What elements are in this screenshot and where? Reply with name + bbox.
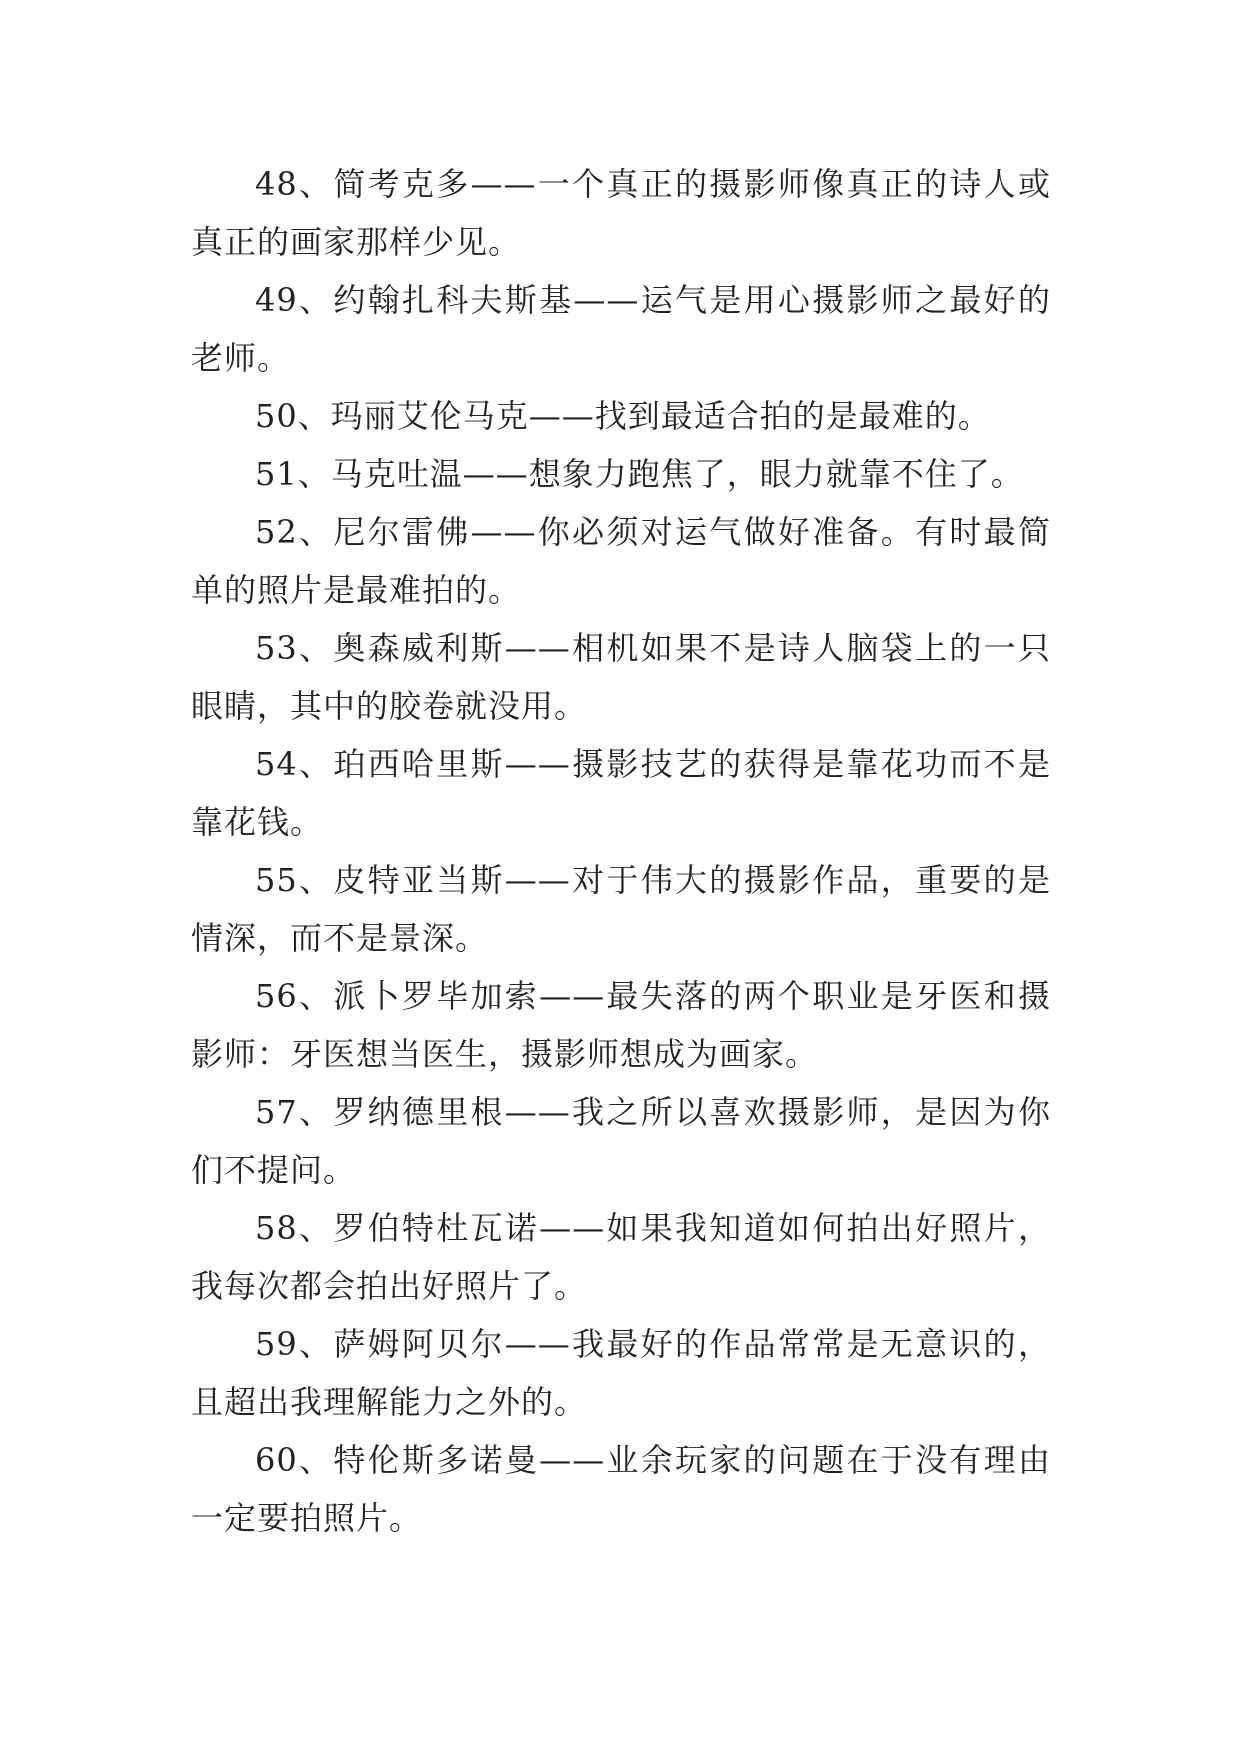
quote-paragraph-53: 53、奥森威利斯——相机如果不是诗人脑袋上的一只眼睛，其中的胶卷就没用。 — [191, 629, 1051, 725]
quote-paragraph-58: 58、罗伯特杜瓦诺——如果我知道如何拍出好照片，我每次都会拍出好照片了。 — [191, 1209, 1051, 1305]
quote-paragraph-49: 49、约翰扎科夫斯基——运气是用心摄影师之最好的老师。 — [191, 281, 1051, 377]
quote-paragraph-52: 52、尼尔雷佛——你必须对运气做好准备。有时最简单的照片是最难拍的。 — [191, 513, 1051, 609]
quote-list — [191, 155, 1051, 1547]
quote-paragraph-55: 55、皮特亚当斯——对于伟大的摄影作品，重要的是情深，而不是景深。 — [191, 861, 1051, 957]
quote-paragraph-60: 60、特伦斯多诺曼——业余玩家的问题在于没有理由一定要拍照片。 — [191, 1441, 1051, 1537]
quote-paragraph-48: 48、简考克多——一个真正的摄影师像真正的诗人或真正的画家那样少见。 — [191, 165, 1051, 261]
quote-paragraph-54: 54、珀西哈里斯——摄影技艺的获得是靠花功而不是靠花钱。 — [191, 745, 1051, 841]
quote-paragraph-59: 59、萨姆阿贝尔——我最好的作品常常是无意识的，且超出我理解能力之外的。 — [191, 1325, 1051, 1421]
quote-paragraph-57: 57、罗纳德里根——我之所以喜欢摄影师，是因为你们不提问。 — [191, 1093, 1051, 1189]
quote-paragraph-50: 50、玛丽艾伦马克——找到最适合拍的是最难的。 — [255, 397, 991, 435]
quote-paragraph-51: 51、马克吐温——想象力跑焦了，眼力就靠不住了。 — [255, 455, 1024, 493]
quote-paragraph-56: 56、派卜罗毕加索——最失落的两个职业是牙医和摄影师：牙医想当医生，摄影师想成为画家。 — [191, 977, 1051, 1073]
